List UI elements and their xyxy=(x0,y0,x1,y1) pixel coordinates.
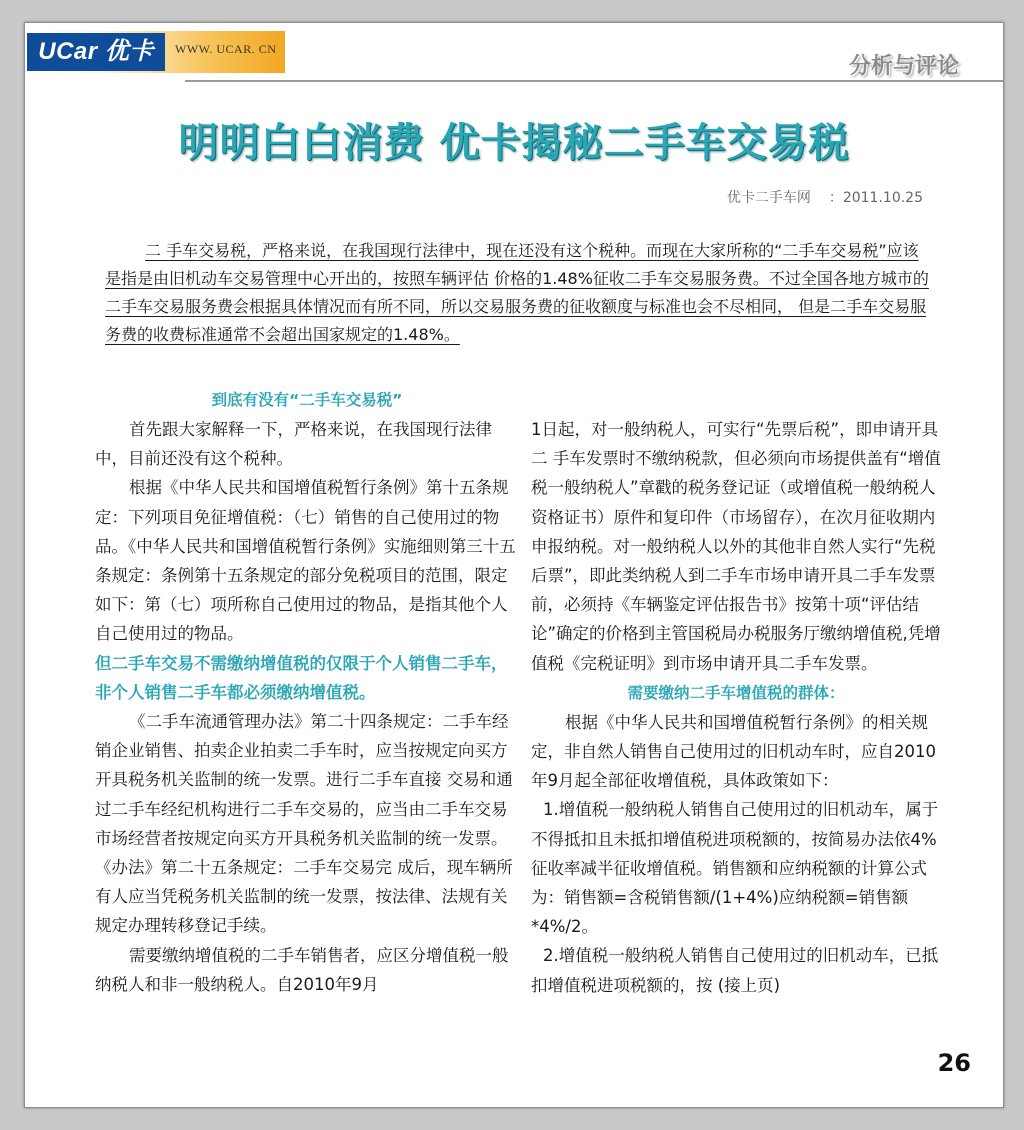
section-label: 分析与评论 xyxy=(848,54,959,79)
page-number: 26 xyxy=(937,1049,971,1077)
section-heading-2: 需要缴纳二手车增值税的群体： xyxy=(627,683,845,702)
paragraph: 《二手车流通管理办法》第二十四条规定：二手车经销企业销售、拍卖企业拍卖二手车时，应当按规定向买方开具税务机关监制的统一发票。进行二手车直接 交易和通过二手车经纪机构进行二手车交易的，应当由二手车交易市场经营者按规定向买方开具税务机关监制的统一发票。《办法》第二十五条规定：二手车交易完 成后，现车辆所有人应当凭税务机关监制的统一发票，按法律、法规有关规定办理转移登记手续。 xyxy=(95,712,513,936)
byline xyxy=(727,187,923,207)
paragraph: 2.增值税一般纳税人销售自己使用过的旧机动车，已抵扣增值税进项税额的，按 (接上页) xyxy=(531,946,939,995)
article-source: 优卡二手车网 xyxy=(726,190,811,206)
paragraph: 根据《中华人民共和国增值税暂行条例》的相关规定，非自然人销售自己使用过的旧机动车时，应自2010年9月起全部征收增值税，具体政策如下： xyxy=(531,712,936,791)
paragraph: 1.增值税一般纳税人销售自己使用过的旧机动车，属于不得抵扣且未抵扣增值税进项税额的，按简易办法依4%征收率减半征收增值税。销售额和应纳税额的计算公式为：销售额=含税销售额/(1+4%)应纳税额=销售额*4%/2。 xyxy=(531,800,939,937)
paragraph: 1日起，对一般纳税人，可实行“先票后税”，即申请开具二 手车发票时不缴纳税款，但必须向市场提供盖有“增值税一般纳税人”章戳的税务登记证（或增值税一般纳税人资格证书）原件和复印件（市场留存），在次月征收期内申报纳税。对一般纳税人以外的其他非自然人实行“先税后票”，即此类纳税人到二手车市场申请开具二手车发票前，必须持《车辆鉴定评估报告书》按第十项“评估结论”确定的价格到主管国税局办税服务厅缴纳增值税,凭增值税《完税证明》到市场申请开具二手车发票。 xyxy=(531,420,941,673)
paragraph: 需要缴纳增值税的二手车销售者，应区分增值税一般纳税人和非一般纳税人。自2010年9月 xyxy=(95,945,509,994)
paragraph: 首先跟大家解释一下，严格来说，在我国现行法律中，目前还没有这个税种。 xyxy=(95,420,492,469)
ucar-logo: UCar 优卡 xyxy=(27,33,165,71)
site-url: WWW. UCAR. CN xyxy=(175,42,277,56)
intro-paragraph: 二 手车交易税，严格来说，在我国现行法律中，现在还没有这个税种。而现在大家所称的“二手车交易税”应该是指是由旧机动车交易管理中心开出的，按照车辆评估 价格的1.48%征收二手车交易服务费。不过全国各地方城市的二手车交易服务费会根据具体情况而有所不同，所以交易服务费的征收额度与标准也会不尽相同， 但是二手车交易服务费的收费标准通常不会超出国家规定的1.48%。 xyxy=(105,241,929,344)
emphasis-paragraph: 但二手车交易不需缴纳增值税的仅限于个人销售二手车，非个人销售二手车都必须缴纳增值税。 xyxy=(95,653,508,702)
paragraph: 根据《中华人民共和国增值税暂行条例》第十五条规定：下列项目免征增值税：（七）销售的自己使用过的物品。《中华人民共和国增值税暂行条例》实施细则第三十五条规定：条例第十五条规定的部分免税项目的范围，限定如下：第（七）项所称自己使用过的物品，是指其他个人自己使用过的物品。 xyxy=(95,478,516,644)
article-title: 明明白白消费 优卡揭秘二手车交易税 xyxy=(178,120,850,166)
article-date: ：2011.10.25 xyxy=(828,190,923,206)
page xyxy=(24,22,1004,1108)
right-column xyxy=(531,385,941,1000)
header-divider xyxy=(185,80,1003,82)
left-column xyxy=(95,385,519,999)
section-heading-1: 到底有没有“二手车交易税” xyxy=(211,391,403,409)
